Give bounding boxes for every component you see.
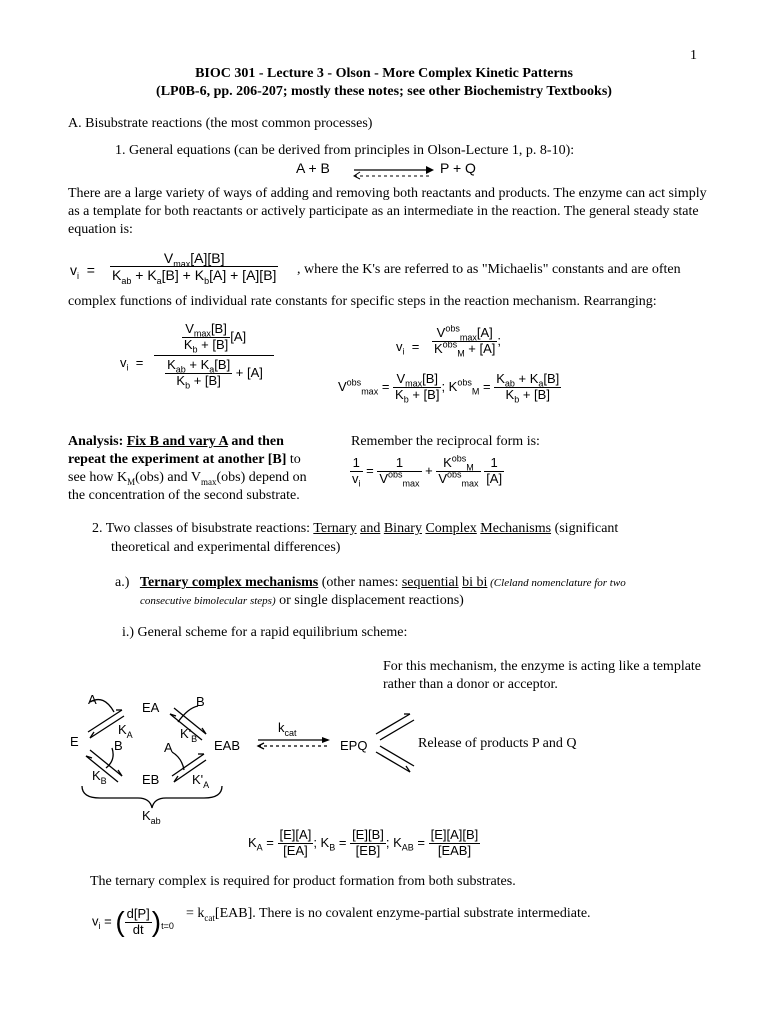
- item-1-text: 1. General equations (can be derived from principles in Olson-Lecture 1, p. 8-10):: [115, 143, 575, 158]
- analysis-line-2: repeat the experiment at another [B] to: [68, 452, 301, 467]
- release-arrow-down: [376, 752, 410, 772]
- dissociation-constants: $K_A$ = $\frac{[E][A]}{[EA]}$ ; $K_B$ = $\frac{[E][B]}{[EB]}$ ; $K_{AB}$ = $\frac{[E][A][B]}{\text{[EAB]}}$: [248, 827, 479, 858]
- paragraph-rearranging: complex functions of individual rate constants for specific steps in the reaction mechanism. Rearranging:: [68, 294, 657, 309]
- item-i-text: i.) General scheme for a rapid equilibrium scheme:: [122, 625, 408, 640]
- species-e: E: [70, 734, 79, 749]
- substrate-b-2: B: [114, 738, 123, 753]
- section-a-heading: A. Bisubstrate reactions (the most common processes): [68, 116, 373, 131]
- item-a-line-1: a.) Ternary complex mechanisms (other names: sequential bi bi (Cleland nomenclature for two: [115, 575, 626, 590]
- final-rate-text: = $k_{cat}[EAB]$. There is no covalent enzyme-partial substrate intermediate.: [186, 906, 591, 923]
- item-2-line-2: theoretical and experimental differences): [111, 540, 341, 555]
- item-2-line-1: 2. Two classes of bisubstrate reactions: Ternary and Binary Complex Mechanisms (significant: [92, 521, 619, 536]
- substrate-a-curve-2: [172, 752, 184, 770]
- label-kpb: $K'_B$: [180, 726, 198, 744]
- label-ka: $K_A$: [118, 722, 133, 740]
- substrate-b-1: B: [196, 694, 205, 709]
- rapid-equilibrium-scheme: [60, 688, 440, 828]
- equation-2-fraction: $\frac{V_{max}[B]}{K_b + [B]}$ [A] $\frac{K_{ab} + K_a[B]}{K_b + [B]}$ + [A]: [154, 322, 274, 389]
- species-epq: EPQ: [340, 738, 368, 753]
- reciprocal-heading: Remember the reciprocal form is:: [351, 434, 540, 449]
- equation-3-lhs: $v_i$ =: [396, 339, 420, 357]
- release-text: Release of products P and Q: [418, 736, 577, 751]
- ternary-complex-text: The ternary complex is required for product formation from both substrates.: [90, 874, 516, 889]
- equation-4: $V^{obs}_{max}$ = $\frac{V_{max}[B]}{K_b + [B]}$ ; $K^{obs}_M$ = $\frac{K_{ab} + K_a[B]}{K_b + [B]}$: [338, 371, 560, 405]
- equation-1-fraction: $\frac{V_{max}[A][B]}{K_{ab} + K_a[B] + K_b[A] + [A][B]}$: [112, 250, 277, 286]
- kab-brace: [82, 786, 222, 808]
- reaction-left: A + B: [296, 160, 330, 176]
- species-eb: EB: [142, 772, 160, 787]
- label-kb: $K_B$: [92, 768, 107, 786]
- label-kcat: $k_{cat}$: [278, 720, 297, 738]
- label-kab: $K_{ab}$: [142, 808, 161, 826]
- substrate-a-1: A: [88, 692, 97, 707]
- species-ea: EA: [142, 700, 160, 715]
- page-number: 1: [690, 48, 697, 63]
- substrate-b-curve-2: [106, 748, 113, 768]
- title-line-2: (LP0B-6, pp. 206-207; mostly these notes; see other Biochemistry Textbooks): [156, 84, 612, 99]
- equation-2-lhs: $v_i$ =: [120, 355, 144, 373]
- equation-1-lhs: $v_i$ =: [70, 262, 95, 281]
- substrate-a-2: A: [164, 740, 173, 755]
- analysis-line-3: see how $K_M(obs)$ and $V_{max}(obs)$ depend on: [68, 470, 307, 487]
- release-arrow-up: [376, 714, 410, 734]
- mechanism-note: For this mechanism, the enzyme is acting like a template rather than a donor or acceptor.: [383, 659, 702, 692]
- paragraph-steady-state: There are a large variety of ways of adding and removing both reactants and products. The enzyme can act simply as a template for both reactants or actively participate as an intermediate in the reaction. The general steady state equation is:: [68, 186, 707, 237]
- final-rate-equation: $v_i$ = ( $\frac{d[P]}{dt}$ )$_{t=0}$: [92, 905, 174, 937]
- reciprocal-equation: $\frac{1}{v_i}$ = $\frac{1}{V^{obs}_{max}}$ + $\frac{K^{obs}_M}{V^{obs}_{max}}$ $\frac{1}{[A]}$: [352, 453, 503, 489]
- title-line-1: BIOC 301 - Lecture 3 - Olson - More Complex Kinetic Patterns: [195, 66, 573, 81]
- reaction-right: P + Q: [440, 160, 476, 176]
- reaction-arrow: [352, 164, 436, 180]
- analysis-line-1: Analysis: Fix B and vary A and then: [68, 434, 284, 449]
- equation-3-fraction: $\frac{V^{obs}_{max}[A]}{K^{obs}_M + [A]}$ ;: [434, 323, 502, 359]
- label-kpa: $K'_A$: [192, 772, 210, 790]
- equation-1-text: , where the K's are referred to as "Michaelis" constants and are often: [297, 262, 681, 277]
- analysis-line-4: the concentration of the second substrate.: [68, 488, 300, 503]
- species-eab: EAB: [214, 738, 241, 753]
- item-a-line-2: consecutive bimolecular steps) or single displacement reactions): [140, 593, 464, 608]
